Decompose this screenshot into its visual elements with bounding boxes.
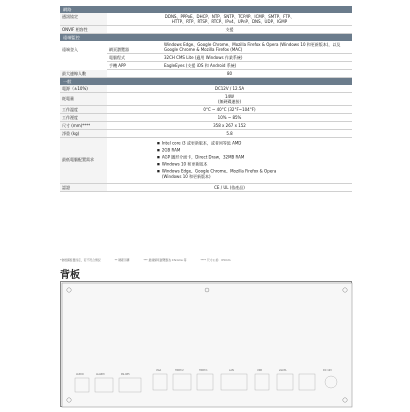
power-value: DC12V / 12.5A (214, 86, 245, 91)
section-header-general: 一般 (60, 78, 352, 85)
port-label-rs485: RS-485 (121, 373, 130, 376)
footnotes (60, 258, 352, 262)
onvif-label: ONVIF 相容性 (60, 26, 107, 33)
remote-access-values (107, 41, 352, 70)
browser-label: 網頁瀏覽器 (109, 47, 129, 52)
humidity-row (60, 114, 352, 122)
pc-program-row (107, 54, 352, 62)
dimension-row (60, 122, 352, 130)
pc-req-item: (Windows 10 和更新版本) (162, 174, 211, 180)
onvif-value: 支援 (225, 27, 234, 32)
pc-req-item: ■ 2GB RAM (157, 147, 350, 154)
pc-requirement-list (107, 138, 352, 183)
footnote: **** 尺寸公差：±5mm (200, 258, 231, 262)
pc-req-item: ■ Windows Edge、Google Chrome、Mozilla Firefox & Opera (157, 168, 350, 175)
mobile-app-value: EagleEyes (支援 iOS 和 Android 系統) (164, 63, 237, 68)
consumption-row (60, 93, 352, 106)
power-row (60, 85, 352, 93)
pc-program-label: 電腦程式 (109, 55, 125, 60)
port-label-usb: USB (257, 369, 262, 372)
protocols-row (60, 13, 352, 26)
pc-program-value: 32CH CMS Lite (適用 Windows 作業系統) (164, 55, 243, 60)
weight-label: 淨重 (kg) (60, 130, 107, 137)
dimension-value: 358 x 267 x 152 (213, 123, 246, 128)
footnote: *** 最適網頁瀏覽器為 Chrome 等 (143, 258, 187, 262)
back-panel-title: 背板 (60, 270, 80, 281)
port-label-audio: AUDIO (76, 373, 84, 376)
consumption-label: 耗電量 (60, 93, 107, 105)
footnote: *會根據裝置而定，若不符合情況 (60, 258, 101, 262)
dimension-label: 尺寸 (mm)**** (60, 122, 107, 129)
certification-value: CE / UL (依產品) (214, 185, 245, 191)
section-header-remote: 遠端監控 (60, 34, 352, 41)
pc-requirement-label: 最低電腦配置需求 (60, 138, 107, 183)
port-label-alarm: ALARM (96, 373, 105, 376)
consumption-value-1: 14W (224, 94, 235, 99)
pc-requirement-row (60, 138, 352, 184)
op-temp-label: 工作溫度 (60, 106, 107, 113)
section-header-network: 網路 (60, 6, 352, 13)
op-temp-value: 0°C ~ 40°C (32°F~104°F) (203, 107, 256, 112)
remote-access-label: 遠端登入 (62, 47, 78, 52)
certification-row (60, 184, 352, 192)
back-panel-drawing (61, 282, 353, 408)
pc-req-item: ■ AGP 圖形介面卡，Direct Draw，32MB RAM (157, 154, 350, 161)
port-label-vga: VGA (156, 369, 162, 372)
onvif-row (60, 26, 352, 34)
protocols-label: 通訊協定 (60, 13, 107, 25)
max-users-label: 最大連線人數 (60, 70, 107, 77)
protocols-value (107, 13, 352, 25)
humidity-value: 10% ~ 85% (217, 115, 242, 120)
power-label: 電源（±10%) (60, 85, 107, 92)
pc-req-item: ■ Windows 10 和更新版本 (157, 161, 350, 168)
port-label-dc12v: DC 12V (323, 369, 332, 372)
remote-access-row (60, 41, 352, 70)
max-users-row (60, 70, 352, 78)
port-label-hdmi2: HDMI 2 (175, 369, 184, 372)
pc-req-item: ■ Intel core i3 或更新版本，或者同等級 AMD (157, 140, 350, 147)
port-label-hdmi1: HDMI 1 (199, 369, 208, 372)
browser-value: Windows Edge、Google Chrome、Mozilla Firefox & Opera (Windows 10 和更新版本)，以及 Google Chrome & Mozilla Firefox (MAC) (164, 42, 341, 52)
max-users-value: 80 (226, 71, 233, 76)
port-label-lan: LAN (229, 369, 234, 372)
protocols-line2: HTTP、RTP、RTSP、RTCP、IPv4、UPnP、DNS、UDP、IGMP (171, 19, 288, 24)
spec-table (60, 6, 352, 192)
op-temp-row (60, 106, 352, 114)
browser-row (107, 41, 352, 54)
mobile-app-label: 手機 APP (109, 63, 126, 68)
weight-value: 5.8 (226, 131, 233, 136)
weight-row (60, 130, 352, 138)
consumption-value (107, 93, 352, 105)
certification-label: 認證 (60, 184, 107, 191)
back-panel-image (60, 281, 352, 407)
protocols-line1: DDNS、PPPoE、DHCP、NTP、SNTP、TCP/IP、ICMP、SMTP、FTP、 (164, 14, 295, 19)
port-label-esata: eSATA (279, 369, 287, 372)
footnote: ** 硬碟另購 (114, 258, 130, 262)
humidity-label: 工作溼度 (60, 114, 107, 121)
mobile-app-row (107, 62, 352, 70)
consumption-value-2: (無硬碟連接) (217, 99, 242, 104)
